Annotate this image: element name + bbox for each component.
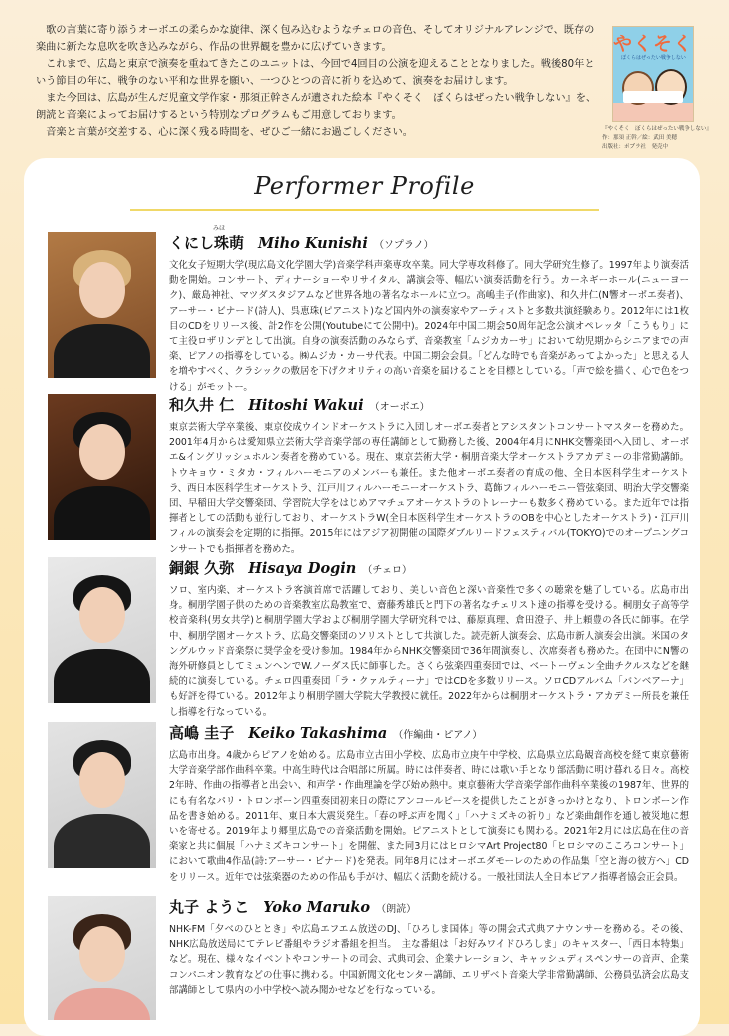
intro-paragraph: また今回は、広島が生んだ児童文学作家・那須正幹さんが遺された絵本『やくそく ぼくらはぜったい戦争しない』を、朗読と音楽によってお届けするという特別なプログラムもご用意しております。 [36, 93, 597, 121]
performer-photo-face [79, 752, 125, 808]
performer-role: （作編曲・ピアノ） [393, 730, 483, 741]
book-cover-image [612, 26, 694, 122]
intro-paragraph: これまで、広島と東京で演奏を重ねてきたこのユニットは、今回で4回目の公演を迎えることとなりました。戦後80年という節目の年に、戦争のない平和な世界を願い、一つひとつの音に祈りを込めて、演奏をお届けします。 [36, 59, 595, 87]
performer-name-line [169, 722, 482, 744]
performer-photo [48, 232, 156, 378]
performer-photo-face [79, 262, 125, 318]
performer-photo-face [79, 587, 125, 643]
performer-photo-body [54, 324, 150, 378]
performer-photo-face [79, 424, 125, 480]
performer-role: （ソプラノ） [373, 240, 434, 251]
performer-name-line [169, 225, 434, 254]
performer-name-jp: 丸子 ようこ [169, 898, 250, 916]
performer-photo [48, 394, 156, 540]
performer-name-en: Miho Kunishi [258, 235, 368, 252]
performer-role: （朗読） [376, 904, 417, 915]
performer-name-en: Hitoshi Wakui [248, 397, 364, 414]
book-cover-ground [613, 103, 693, 121]
performer-photo-body [54, 486, 150, 540]
performer-role: （オーボエ） [369, 402, 430, 413]
performer-photo [48, 722, 156, 868]
performer-photo [48, 896, 156, 1020]
intro-paragraph: 歌の言葉に寄り添うオーボエの柔らかな旋律、深く包み込むようなチェロの音色、そしてオリジナルアレンジで、既存の楽曲に新たな息吹を吹き込みながら、作品の世界観を豊かに広げていきます。 [36, 25, 595, 53]
performer-bio: 文化女子短期大学(現広島文化学園大学)音楽学科声楽専攻卒業。同大学専攻科修了。同大学研究生修了。1997年より演奏活動を開始。コンサート、ディナーショーやリサイタル、講演会等、幅広い演奏活動を行う。カーネギーホール(ニューヨーク)、厳島神社、マツダスタジアムなど世界各地の著名なホールに立つ。高嶋圭子(作曲家)、和久井仁(N響オーボエ奏者)、アーサー・ビナード(詩人)、呉恵珠(ピアニスト)など国内外の演奏家やアーティストと多数共演経験あり。2012年には1枚目のCDをリリース後、計2作を公開(Youtubeにて公開中)。2024年中国二期会50周年記念公演オペレッタ「こうもり」にて主役ロザリンデとして出演。自身の演奏活動のみならず、音楽教室「ムジカカーサ」において幼児期からシニアまでの声楽、ピアノの指導をしている。㈱ムジカ・カーサ代表。中国二期会会員。「どんな時でも音楽があってよかった」と思える人を増やすべく、クラシックの敷居を下げクオリティの高い音楽を届けることを目標としている。「声で絵を描く、心で色をつける」がモットー。 [169, 260, 689, 393]
heading-rule [130, 209, 599, 211]
performer-name-en: Hisaya Dogin [248, 560, 357, 577]
performer-name-jp: 銅銀 久弥 [169, 559, 235, 577]
book-caption-line: 作：那須 正幹／絵：武田 美穂 [602, 135, 677, 141]
intro-paragraph: 音楽と言葉が交差する、心に深く残る時間を、ぜひご一緒にお過ごしください。 [46, 127, 413, 138]
performer-name-line [169, 557, 412, 579]
book-cover-subtitle: ぼくらはぜったい戦争しない [621, 55, 686, 61]
performer-photo-body [54, 649, 150, 703]
intro-text [36, 22, 600, 141]
performer-name-en: Keiko Takashima [248, 725, 388, 742]
performer-bio: ソロ、室内楽、オーケストラ客演首席で活躍しており、美しい音色と深い音楽性で多くの聴衆を魅了している。広島市出身。桐朋学園子供のための音楽教室広島教室で、齋藤秀雄氏と門下の著名なチェリスト達の指導を受ける。桐朋女子高等学校音楽科(男女共学)と桐朋学園大学および桐朋学園大学研究科では、藤原真理、倉田澄子、井上頼豊の各氏に師事。在学中、桐朋学園オーケストラ、広島交響楽団のソリストとして共演した。読売新人演奏会、広島市新人演奏会出演。米国のタングルウッド音楽祭に奨学金を受け参加。1984年からNHK交響楽団で36年間演奏し、次席奏者も務めた。在団中にN響の海外研修員としてミュンヘンでW.ノーダス氏に師事した。さくら弦楽四重奏団では、ベートーヴェン全曲チクルスなどを継続的に演奏している。チェロ四重奏団「ラ・クァルティーナ」ではCDを多数リリース。ソロCDアルバム「バンベアーナ」も好評を得ている。2012年より桐朋学園大学院大学教授に就任。2022年からは桐朋オーケストラ・アカデミー所長を兼任し指導を行なっている。 [169, 585, 689, 718]
performer-name-line [169, 896, 416, 918]
performer-photo-body [54, 814, 150, 868]
performer-name-jp: くにし珠萌 [169, 234, 245, 252]
performer-photo [48, 557, 156, 703]
performer-bio: 広島市出身。4歳からピアノを始める。広島市立古田小学校、広島市立庚午中学校、広島県立広島観音高校を経て東京藝術大学音楽学部作曲科卒業。中高生時代は合唱部に所属。時には伴奏者、時には歌い手となり部活動に明け暮れる日々。高校2年時、作曲の指導者と出会い、和声学・作曲理論を学び始め熱中。東京藝術大学音楽学部作曲科卒業後の1987年、世界的にも有名なパリ・トロンボーン四重奏団初来日の際にアンコールピースを提供したことがきっかけとなり、トロンボーン作品を書き始める。2011年、東日本大震災発生。「春の呼ぶ声を聞く」「ハナミズキの祈り」など楽曲創作を通し被災地に想いを寄せる。2019年より郷里広島での音楽活動を開始。ピアニストとして演奏にも関わる。2021年2月には広島在住の音楽家と共に個展「ハナミズキコンサート」を開催、また同3月にはヒロシマArt Project80「ヒロシマのこころコンサート」において歌曲4作品(詩:アーサー・ビナード)を発表。同年8月にはオーボエダモーレのための作品集「空と海の彼方へ」CDをリリース。近年では弦楽器のための作品も手がけ、幅広く活動を続ける。一般社団法人全日本ピアノ指導者協会正会員。 [169, 750, 689, 883]
book-cover-band [623, 91, 683, 103]
performer-name-en: Yoko Maruko [263, 899, 371, 916]
performer-name-jp: 和久井 仁 [169, 396, 235, 414]
performer-bio: 東京芸術大学卒業後、東京佼成ウインドオーケストラに入団しオーボエ奏者とアシスタントコンサートマスターを務めた。2001年4月からは愛知県立芸術大学音楽学部の専任講師として勤務した後、2004年4月にNHK交響楽団へ入団し、オーボエ&イングリッシュホルン奏者を務めている。現在、東京芸術大学・桐朋音楽大学オーケストラアカデミーの非常勤講師。トウキョウ・ミタカ・フィルハーモニアのメンバーも兼任。また他オーボエ奏者の育成の他、全日本医科学生オーケストラ、西日本医科学生オーケストラ、江戸川フィルハーモニーオーケストラ、葛飾フィルハーモニー管弦楽団、明治大学交響楽団、早稲田大学交響楽団、学習院大学をはじめアマチュアオーケストラのトレーナーも数多く務めている。また近年では指揮者としての活動も並行しており、オーケストラW(全日本医科学生オーケストラのOBを中心としたオーケストラ)・江戸川フィルの演奏会を定期的に指揮。2015年にはアジア初開催の国際ダブルリードフェスティバル(TOKYO)でのオープニングコンサートでも指揮者を務めた。 [169, 422, 689, 555]
book-cover-title: やくそく [613, 33, 694, 55]
section-heading: Performer Profile [254, 172, 475, 200]
performer-name-ruby: みほ [213, 225, 226, 232]
book-caption-line: 『やくそく ぼくらはぜったい戦争しない』 [602, 126, 712, 132]
performer-name-line [169, 394, 430, 416]
book-caption [602, 125, 722, 152]
performer-bio: NHK-FM「夕べのひととき」や広島エフエム放送のDJ、「ひろしま国体」等の開会式式典アナウンサーを務める。その後、NHK広島放送局にてテレビ番組やラジオ番組を担当。 主な番組は「お好みワイドひろしま」のキャスター、「西日本特集」など。現在、様々なイベントやコンサートの司会、式典司会、企業ナレーション、キャッシュディスペンサーの音声、企業コンパニオン教育などの仕事に携わる。中国新聞文化センター講師、エリザベト音楽大学非常勤講師、公務員弘済会広島支部講師として県内の小中学校へ読み聞かせなどを行なっている。 [169, 924, 689, 996]
performer-photo-face [79, 926, 125, 982]
book-caption-line: 出版社：ポプラ社 発売中 [602, 144, 669, 150]
performer-role: （チェロ） [362, 565, 413, 576]
performer-name-jp: 高嶋 圭子 [169, 724, 235, 742]
performer-photo-body [54, 988, 150, 1020]
